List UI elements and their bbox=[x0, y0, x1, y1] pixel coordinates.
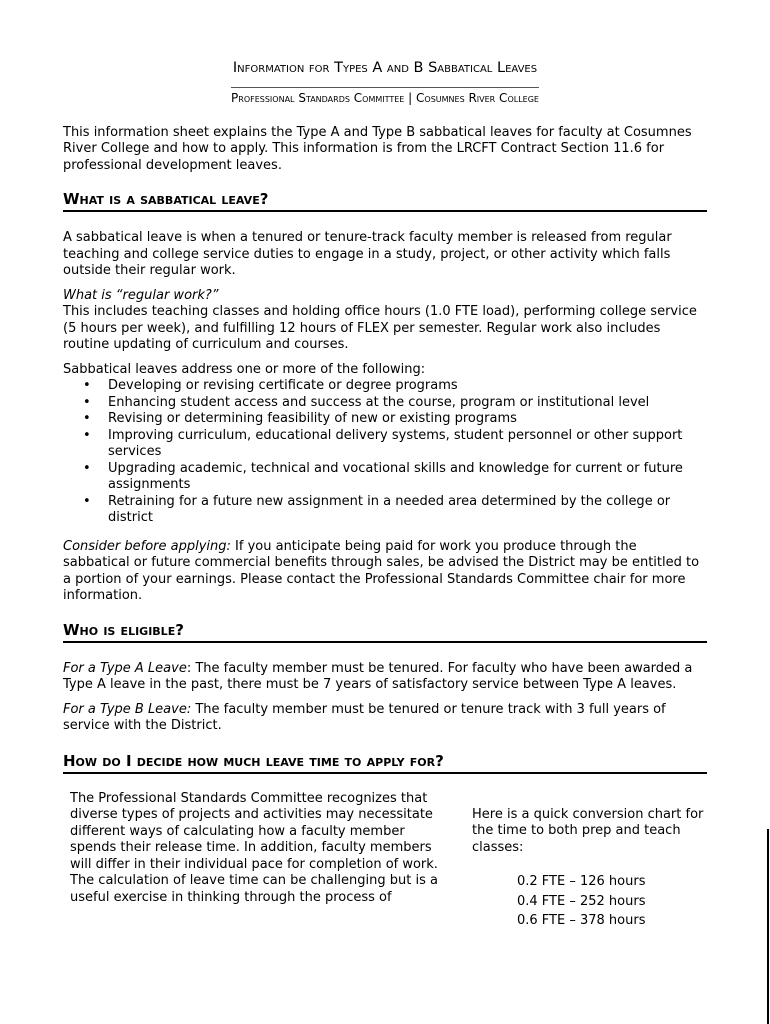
consider-text: If you anticipate being paid for work you produce through the sabbatical or future commercial benefits through sales, be advised the District may be entitled to a portion of your earnings. Please contact the Professional Standards Committee chair for more information. bbox=[63, 538, 700, 603]
conversion-intro: Here is a quick conversion chart for the time to both prep and teach classes: bbox=[472, 806, 704, 855]
document-page bbox=[63, 0, 707, 941]
definition-paragraph: A sabbatical leave is when a tenured or tenure-track faculty member is released from regular teaching and college service duties to engage in a study, project, or other activity which falls outside their regular work. bbox=[63, 230, 672, 278]
list-item: • Developing or revising certificate or degree programs bbox=[83, 378, 458, 393]
type-a-text: : The faculty member must be tenured. For faculty who have been awarded a Type A leave in the past, there must be 7 years of satisfactory service between Type A leaves. bbox=[63, 660, 693, 692]
regular-work-text: This includes teaching classes and holding office hours (1.0 FTE load), performing college service (5 hours per week), and fulfilling 12 hours of FLEX per semester. Regular work also includes routine updating of curriculum and courses. bbox=[63, 304, 697, 352]
type-b-text: The faculty member must be tenured or tenure track with 3 full years of service with the District. bbox=[63, 701, 666, 733]
section-heading-leave-time: How do I decide how much leave time to apply for? bbox=[63, 751, 707, 774]
bullet-icon: • bbox=[83, 378, 91, 393]
list-item: • Revising or determining feasibility of new or existing programs bbox=[83, 411, 517, 426]
list-item: 0.4 FTE – 252 hours bbox=[517, 893, 646, 909]
bullet-icon: • bbox=[83, 460, 91, 476]
intro-paragraph: This information sheet explains the Type A and Type B sabbatical leaves for faculty at Cosumnes River College and how to apply. This information is from the LRCFT Contract Section 11.6 for professional development leaves. bbox=[63, 124, 692, 173]
section-heading-eligible: Who is eligible? bbox=[63, 620, 707, 643]
document-subtitle: Professional Standards Committee | Cosumnes River College bbox=[231, 87, 539, 106]
consider-label: Consider before applying: bbox=[63, 538, 231, 554]
list-item: • Retraining for a future new assignment in a needed area determined by the college or district bbox=[83, 493, 671, 525]
bullet-icon: • bbox=[83, 427, 91, 443]
list-item: • Upgrading academic, technical and vocational skills and knowledge for current or future assignments bbox=[83, 460, 683, 492]
subtitle-wrap bbox=[63, 87, 707, 108]
list-item: • Improving curriculum, educational delivery systems, student personnel or other support services bbox=[83, 427, 683, 459]
consider-paragraph bbox=[63, 539, 707, 605]
regular-work-question: What is “regular work?” bbox=[63, 287, 219, 303]
document-title: Information for Types A and B Sabbatical Leaves bbox=[232, 60, 538, 76]
regular-work-block bbox=[63, 288, 707, 354]
list-item: • Enhancing student access and success at the course, program or institutional level bbox=[83, 394, 650, 410]
type-b-paragraph bbox=[63, 702, 707, 735]
page-edge-divider bbox=[767, 829, 769, 1024]
conversion-list bbox=[472, 872, 712, 931]
sabbatical-goals-list bbox=[63, 378, 707, 527]
address-intro: Sabbatical leaves address one or more of the following: bbox=[63, 361, 426, 377]
leave-time-explanation: The Professional Standards Committee recognizes that diverse types of projects and activities may necessitate different ways of calculating how a faculty member spends their release time. In addition, faculty members will differ in their individual pace for completion of work. The calculation of leave time can be challenging but is a useful exercise in thinking through the process of bbox=[70, 790, 438, 905]
bullet-icon: • bbox=[83, 411, 91, 426]
leave-time-columns bbox=[63, 791, 707, 941]
conversion-chart bbox=[472, 807, 712, 931]
list-item: 0.2 FTE – 126 hours bbox=[517, 874, 646, 889]
bullet-icon: • bbox=[83, 394, 91, 410]
section-heading-what-is: What is a sabbatical leave? bbox=[63, 189, 707, 212]
list-item: 0.6 FTE – 378 hours bbox=[517, 913, 646, 928]
bullet-icon: • bbox=[83, 493, 91, 509]
type-a-paragraph bbox=[63, 661, 707, 694]
type-a-label: For a Type A Leave bbox=[63, 660, 187, 676]
type-b-label: For a Type B Leave: bbox=[63, 701, 192, 717]
